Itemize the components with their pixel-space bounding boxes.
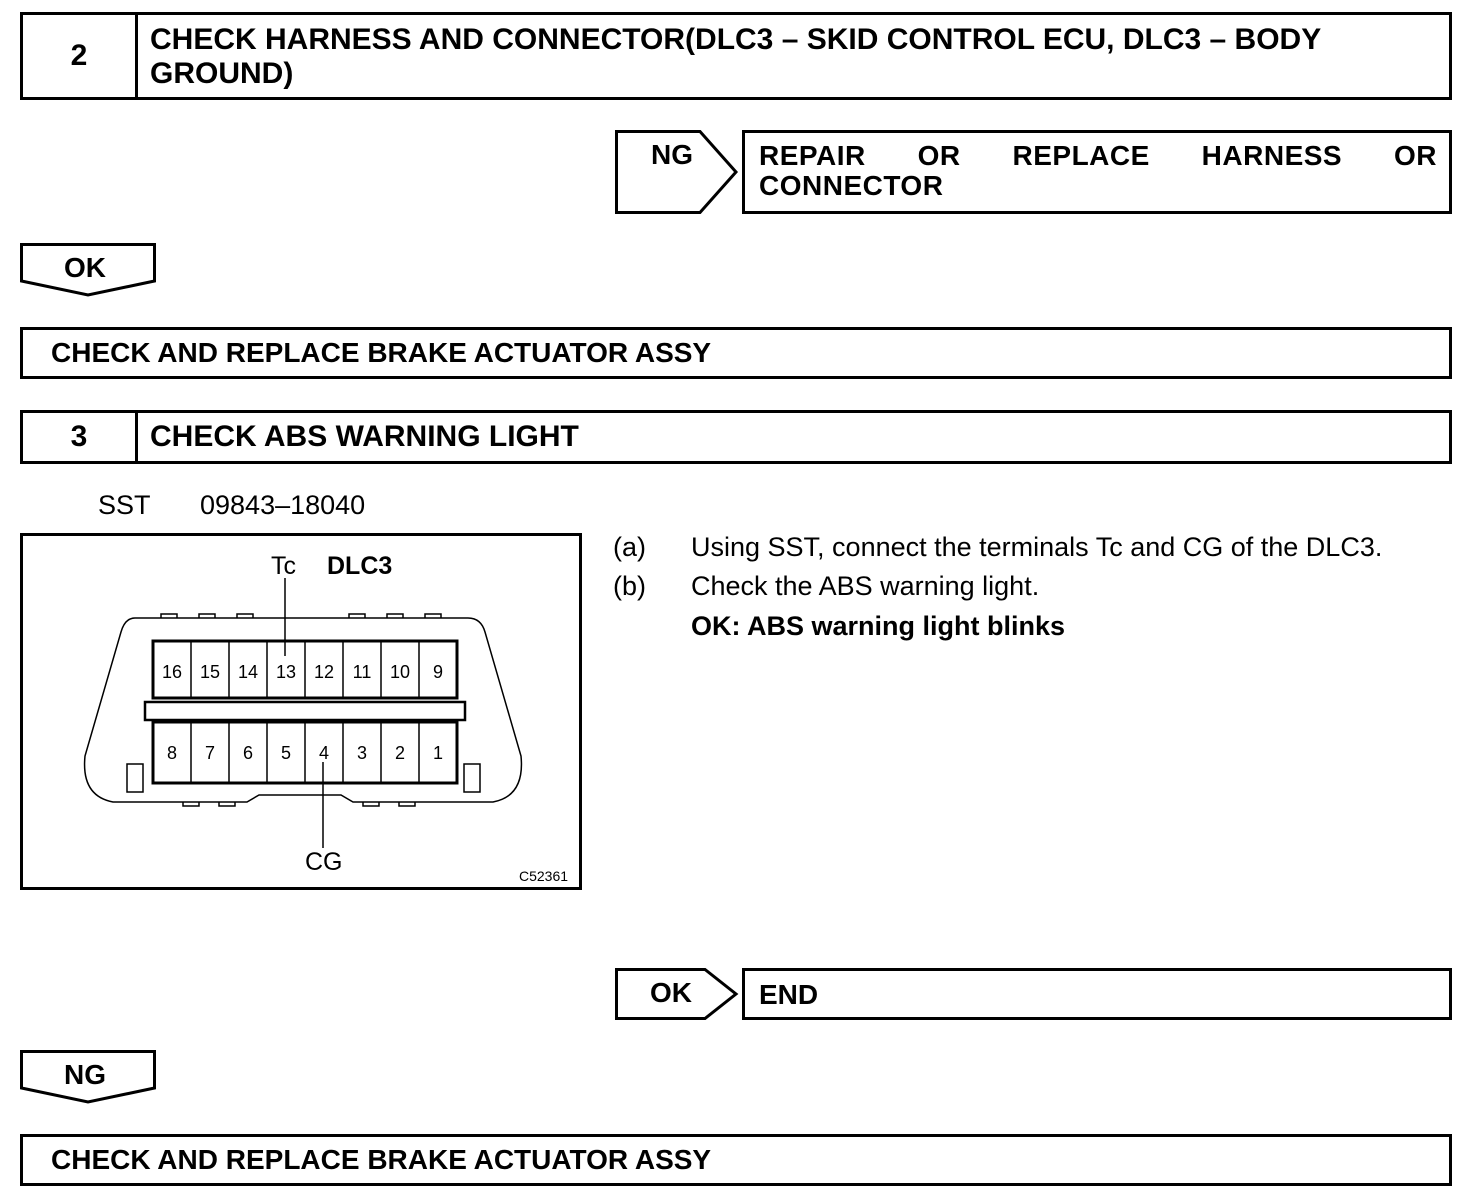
step-2-number: 2 xyxy=(23,15,138,97)
pin-label-6: 6 xyxy=(242,743,254,763)
pin-label-13: 13 xyxy=(275,662,297,682)
instruction-a-marker: (a) xyxy=(613,532,646,562)
ng-label-1: NG xyxy=(651,139,693,170)
ok-label-1: OK xyxy=(64,252,106,283)
action-box-2 xyxy=(20,1134,1452,1186)
pin-label-8: 8 xyxy=(166,743,178,763)
ng-arrow-1 xyxy=(615,130,739,214)
dlc3-label: DLC3 xyxy=(327,552,393,580)
dlc3-diagram xyxy=(20,533,582,890)
figure-code: C52361 xyxy=(519,868,569,884)
pin-label-9: 9 xyxy=(432,662,444,682)
step-3-title: CHECK ABS WARNING LIGHT xyxy=(150,420,579,453)
step-2-title: CHECK HARNESS AND CONNECTOR(DLC3 – SKID CONTROL ECU, DLC3 – BODY GROUND) xyxy=(150,23,1321,90)
pin-label-12: 12 xyxy=(313,662,335,682)
center-separator-bar xyxy=(145,702,465,720)
action-text-1: CHECK AND REPLACE BRAKE ACTUATOR ASSY xyxy=(51,337,712,368)
end-box xyxy=(742,968,1452,1020)
ng-result-box-1 xyxy=(742,130,1452,214)
ok-down-arrow-1 xyxy=(20,243,156,297)
pin-label-5: 5 xyxy=(280,743,292,763)
ng-result-text-1: REPAIR OR REPLACE HARNESS OR CONNECTOR xyxy=(759,140,1437,201)
sst-label: SST xyxy=(98,490,151,520)
ng-label-2: NG xyxy=(64,1059,106,1090)
pin-label-15: 15 xyxy=(199,662,221,682)
action-text-2: CHECK AND REPLACE BRAKE ACTUATOR ASSY xyxy=(51,1144,712,1175)
step-3-header xyxy=(20,410,1452,464)
right-side-slot xyxy=(464,764,480,792)
instruction-a-text: Using SST, connect the terminals Tc and CG of the DLC3. xyxy=(691,532,1383,562)
step-3-number: 3 xyxy=(23,413,138,461)
tc-label: Tc xyxy=(271,552,296,580)
ok-criteria: OK: ABS warning light blinks xyxy=(691,611,1066,641)
end-text: END xyxy=(759,979,819,1010)
sst-number: 09843–18040 xyxy=(200,490,366,520)
dlc3-connector-drawing xyxy=(23,536,579,887)
left-side-slot xyxy=(127,764,143,792)
pin-label-7: 7 xyxy=(204,743,216,763)
ok-label-2: OK xyxy=(650,977,692,1008)
action-box-1 xyxy=(20,327,1452,379)
step-2-header xyxy=(20,12,1452,100)
ng-down-arrow-2 xyxy=(20,1050,156,1104)
pin-label-11: 11 xyxy=(352,662,372,682)
instruction-b-text: Check the ABS warning light. xyxy=(691,571,1040,601)
instruction-b-marker: (b) xyxy=(613,571,646,601)
pin-label-1: 1 xyxy=(432,743,444,763)
ok-arrow-2 xyxy=(615,968,739,1020)
pin-label-4: 4 xyxy=(318,743,330,763)
pin-label-3: 3 xyxy=(356,743,368,763)
pin-label-14: 14 xyxy=(237,662,259,682)
cg-label: CG xyxy=(305,848,343,876)
pin-label-16: 16 xyxy=(161,662,183,682)
pin-label-2: 2 xyxy=(394,743,406,763)
pin-label-10: 10 xyxy=(389,662,411,682)
